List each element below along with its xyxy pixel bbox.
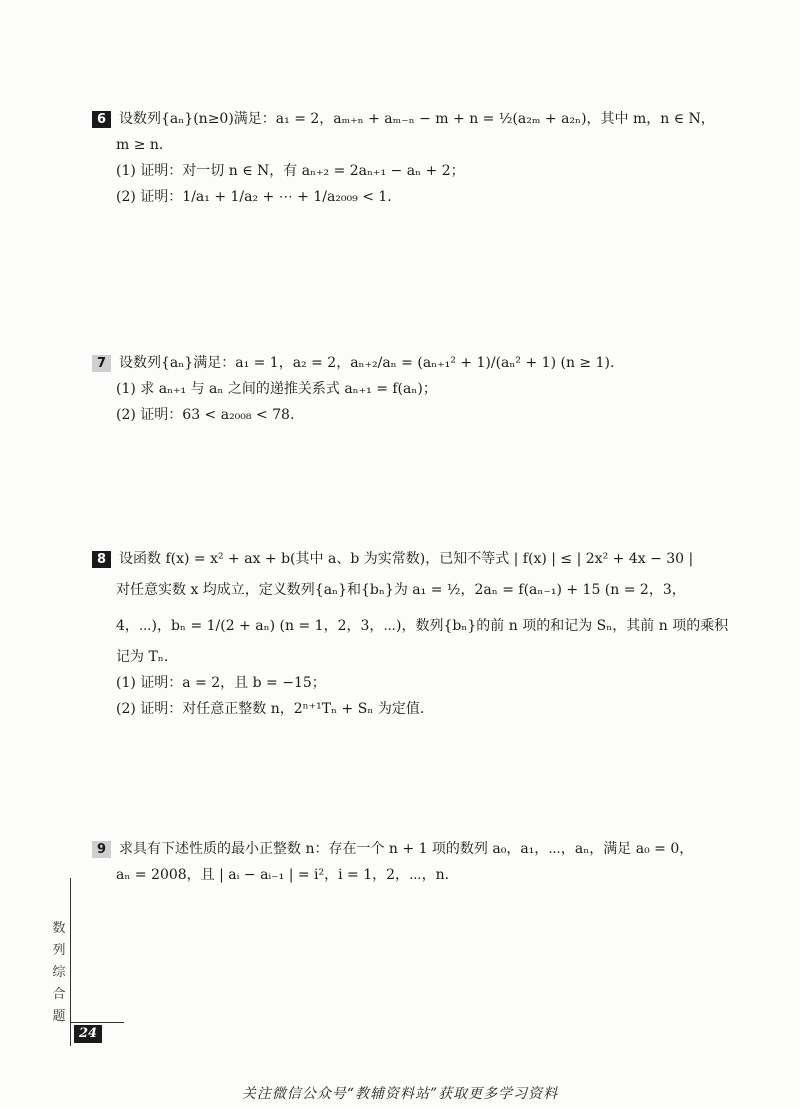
problem-8-text-1: 设函数 f(x) = x² + ax + b(其中 a、b 为实常数)，已知不等式 | f(x) | ≤ | 2x² + 4x − 30 | [119, 551, 694, 567]
problem-9-text-1: 求具有下述性质的最小正整数 n：存在一个 n + 1 项的数列 a₀，a₁，⋯，aₙ，满足 a₀ = 0， [119, 841, 694, 857]
problem-6-line-2: m ≥ n. [116, 137, 164, 153]
section-title-vertical [50, 918, 68, 1028]
problem-number-badge: 8 [92, 551, 111, 568]
problem-9 [92, 836, 732, 888]
problem-8-line-1 [92, 546, 732, 572]
problem-6-text-1: 设数列{aₙ}(n≥0)满足：a₁ = 2，aₘ₊ₙ + aₘ₋ₙ − m + n = ½(a₂ₘ + a₂ₙ)，其中 m，n ∈ N， [119, 111, 715, 127]
problem-9-line-2: aₙ = 2008，且 | aᵢ − aᵢ₋₁ | = i²，i = 1，2，⋯，n. [116, 867, 450, 883]
problem-6 [92, 106, 732, 210]
problem-7-text-1: 设数列{aₙ}满足：a₁ = 1，a₂ = 2，aₙ₊₂/aₙ = (aₙ₊₁² + 1)/(aₙ² + 1) (n ≥ 1). [119, 355, 615, 371]
problem-7-part-2: (2) 证明：63 < a₂₀₀₈ < 78. [116, 407, 295, 423]
problem-number-badge: 7 [92, 355, 111, 372]
sidebar-horizontal-rule [70, 1022, 124, 1023]
problem-8-line-2: 对任意实数 x 均成立，定义数列{aₙ}和{bₙ}为 a₁ = ½，2aₙ = f(aₙ₋₁) + 15 (n = 2，3， [116, 582, 686, 598]
problem-number-badge: 9 [92, 841, 111, 858]
problem-6-line-1 [92, 106, 732, 132]
problem-8-part-2: (2) 证明：对任意正整数 n，2ⁿ⁺¹Tₙ + Sₙ 为定值. [116, 701, 425, 717]
page-number: 24 [74, 1025, 102, 1043]
problem-8 [92, 546, 732, 722]
problem-7-line-1 [92, 350, 732, 376]
problem-7-part-1: (1) 求 aₙ₊₁ 与 aₙ 之间的递推关系式 aₙ₊₁ = f(aₙ)； [116, 381, 437, 397]
problem-9-line-1 [92, 836, 732, 862]
problem-6-part-2: (2) 证明：1/a₁ + 1/a₂ + ⋯ + 1/a₂₀₀₉ < 1. [116, 189, 392, 205]
problem-6-part-1: (1) 证明：对一切 n ∈ N，有 aₙ₊₂ = 2aₙ₊₁ − aₙ + 2； [116, 163, 465, 179]
sidebar-vertical-rule [70, 878, 71, 1046]
problem-number-badge: 6 [92, 111, 111, 128]
section-title-char: 合 [52, 987, 66, 1002]
problem-7 [92, 350, 732, 428]
section-title-char: 数 [52, 921, 66, 936]
footer-note: 关注微信公众号“教辅资料站”获取更多学习资料 [241, 1086, 559, 1102]
section-title-char: 综 [52, 965, 66, 980]
section-title-char: 列 [52, 943, 66, 958]
problem-8-line-3: 4，⋯)，bₙ = 1/(2 + aₙ) (n = 1，2，3，⋯)，数列{bₙ}的前 n 项的和记为 Sₙ，其前 n 项的乘积 [116, 618, 729, 634]
problem-8-line-4: 记为 Tₙ. [116, 649, 169, 665]
section-title-char: 题 [52, 1009, 66, 1024]
problem-8-part-1: (1) 证明：a = 2，且 b = −15； [116, 675, 326, 691]
